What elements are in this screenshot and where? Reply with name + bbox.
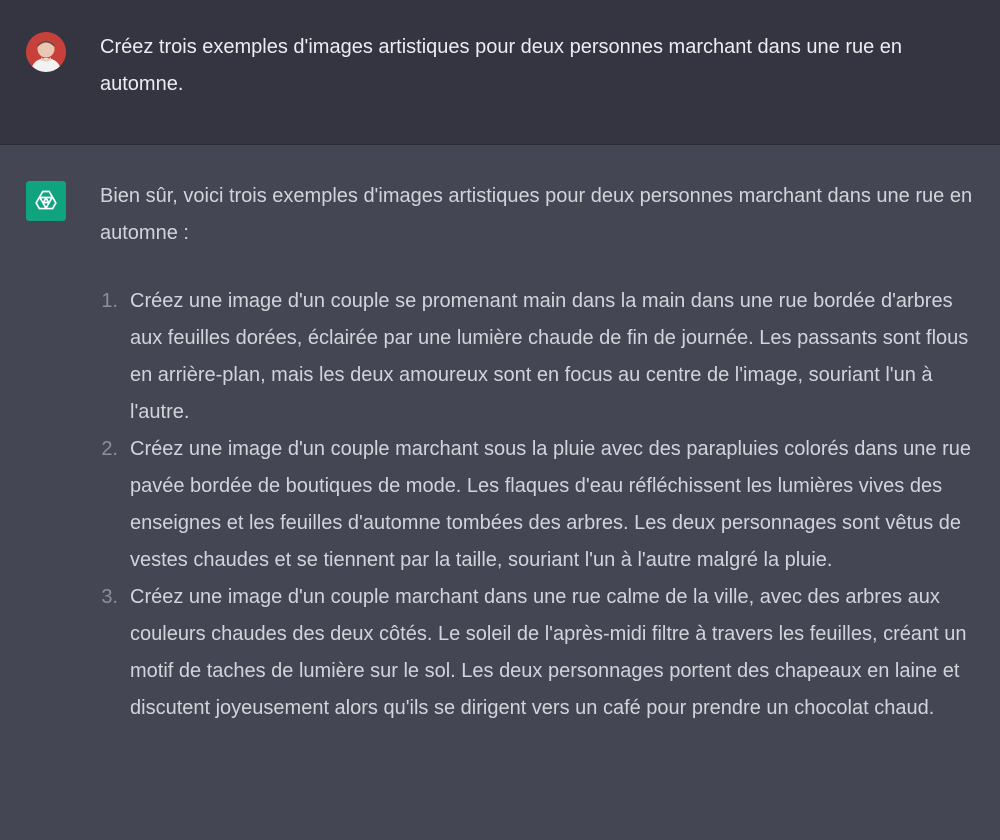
user-message-block: [0, 0, 1000, 145]
assistant-list: [90, 283, 990, 727]
list-item-number: 2.: [101, 438, 118, 460]
list-item: [90, 283, 990, 431]
assistant-intro-text: Bien sûr, voici trois exemples d'images artistiques pour deux personnes marchant dans une rue en automne :: [100, 185, 973, 244]
list-item-number: 3.: [101, 586, 118, 608]
openai-logo-icon: [26, 181, 66, 221]
list-item-text: Créez une image d'un couple marchant dans une rue calme de la ville, avec des arbres aux couleurs chaudes des deux côtés. Le soleil de l'après-midi filtre à travers les feuilles, créant un motif de taches de lumière sur le sol. Les deux personnages portent des chapeaux en laine et discutent joyeusement alors qu'ils se dirigent vers un café pour prendre un chocolat chaud.: [130, 586, 967, 719]
user-message-text: Créez trois exemples d'images artistiques pour deux personnes marchant dans une rue en automne.: [100, 36, 903, 95]
assistant-message-block: [0, 145, 1000, 840]
list-item-number: 1.: [101, 290, 118, 312]
list-item-text: Créez une image d'un couple marchant sous la pluie avec des parapluies colorés dans une rue pavée bordée de boutiques de mode. Les flaques d'eau réfléchissent les lumières vives des enseignes et les feuilles d'automne tombées des arbres. Les deux personnages sont vêtus de vestes chaudes et se tiennent par la taille, souriant l'un à l'autre malgré la pluie.: [130, 438, 971, 571]
user-avatar: [26, 32, 66, 72]
list-item-text: Créez une image d'un couple se promenant main dans la main dans une rue bordée d'arbres aux feuilles dorées, éclairée par une lumière chaude de fin de journée. Les passants sont flous en arrière-plan, mais les deux amoureux sont en focus au centre de l'image, souriant l'un à l'autre.: [130, 290, 969, 423]
list-item: [90, 579, 990, 727]
list-item: [90, 431, 990, 579]
